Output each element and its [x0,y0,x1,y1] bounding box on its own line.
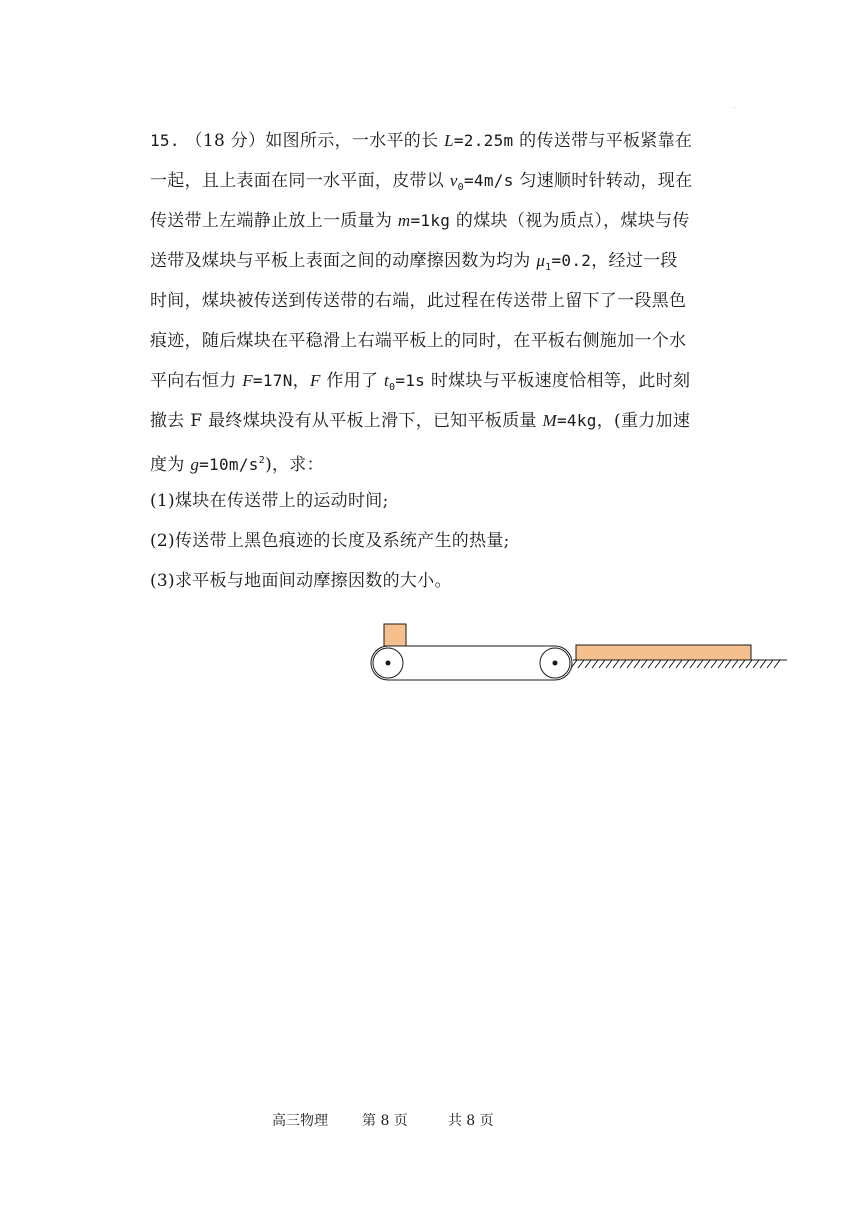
var-mu: μ [536,251,546,270]
text: 送带及煤块与平板上表面之间的动摩擦因数为均为 [150,251,537,271]
value-F: =17N [252,371,293,390]
hatch-mark [704,660,710,668]
var-F: F [242,371,253,390]
question-1: (1)煤块在传送带上的运动时间; [150,491,389,511]
var-t: t [383,371,389,390]
problem-line-9 [150,441,720,481]
scan-dot [734,107,735,108]
value-M: =4kg [556,411,597,430]
right-pulley-axle [553,661,558,666]
text: 匀速顺时针转动，现在 [513,171,693,191]
hatch-mark [641,660,647,668]
footer-subject: 高三物理 [272,1113,328,1129]
footer-page: 第 8 页 [362,1113,408,1129]
text: ，经过一段 [591,251,678,271]
hatch-mark [627,660,633,668]
hatch-mark [725,660,731,668]
hatch-mark [585,660,591,668]
text: 度为 [150,455,191,475]
var-L: L [444,131,454,150]
sup-g: 2 [258,455,266,466]
hatch-mark [697,660,703,668]
problem-line-4 [150,241,720,281]
hatch-mark [718,660,724,668]
text: 传送带上左端静止放上一质量为 [150,211,398,231]
sub-mu: 1 [545,262,552,273]
hatch-mark [606,660,612,668]
value-L: =2.25m [453,131,514,150]
hatch-mark [599,660,605,668]
problem-line-8 [150,401,720,441]
hatch-mark [711,660,717,668]
coal-block [384,624,406,646]
hatch-mark [676,660,682,668]
text: 作用了 [320,371,384,391]
hatch-mark [739,660,745,668]
problem-line-3 [150,201,720,241]
text: 一起，且上表面在同一水平面，皮带以 [150,171,450,191]
hatch-mark [669,660,675,668]
var-g: g [190,455,200,474]
var-M: M [542,411,557,430]
text: ，(重力加速 [596,411,691,431]
text: 的传送带与平板紧靠在 [513,131,693,151]
page-footer [272,1110,494,1130]
hatch-mark [634,660,640,668]
footer-total: 共 8 页 [447,1113,494,1129]
hatch-mark [578,660,584,668]
ground-hatching [571,660,780,668]
hatch-mark [655,660,661,668]
hatch-mark [760,660,766,668]
problem-line-2 [150,161,720,201]
hatch-mark [683,660,689,668]
text: 的煤块（视为质点），煤块与传 [450,211,690,231]
text: 时煤块与平板速度恰相等，此时刻 [425,371,691,391]
text: ， [292,371,310,391]
question-3: (3)求平板与地面间动摩擦因数的大小。 [150,571,452,591]
value-m: =1kg [410,211,451,230]
problem-15 [150,121,720,601]
text: 如图所示，一水平的长 [265,131,445,151]
hatch-mark [753,660,759,668]
value-g: =10m/s [199,455,259,474]
hatch-mark [767,660,773,668]
var-v: v [449,171,458,190]
hatch-mark [746,660,752,668]
var-m: m [397,211,411,230]
var-F: F [309,371,321,390]
board [576,645,751,660]
value-mu: =0.2 [551,251,592,270]
hatch-mark [613,660,619,668]
left-pulley-axle [386,661,391,666]
problem-line-7 [150,361,720,401]
problem-number: 15. [150,131,180,150]
hatch-mark [620,660,626,668]
problem-line-1 [150,121,720,161]
value-v: =4m/s [464,171,514,190]
text: 平向右恒力 [150,371,243,391]
text: 撤去 F 最终煤块没有从平板上滑下，已知平板质量 [150,411,543,431]
hatch-mark [690,660,696,668]
hatch-mark [732,660,738,668]
sub-v: 0 [457,182,464,193]
problem-line-5: 时间，煤块被传送到传送带的右端，此过程在传送带上留下了一段黑色 [150,291,687,311]
question-2: (2)传送带上黑色痕迹的长度及系统产生的热量; [150,531,510,551]
hatch-mark [648,660,654,668]
problem-score: （18 分） [185,131,266,151]
hatch-mark [662,660,668,668]
value-t: =1s [395,371,426,390]
hatch-mark [774,660,780,668]
problem-line-6: 痕迹，随后煤块在平稳滑上右端平板上的同时，在平板右侧施加一个水 [150,331,687,351]
hatch-mark [592,660,598,668]
conveyor-figure [365,615,795,690]
sub-t: 0 [388,382,396,393]
text: )，求： [265,455,324,475]
